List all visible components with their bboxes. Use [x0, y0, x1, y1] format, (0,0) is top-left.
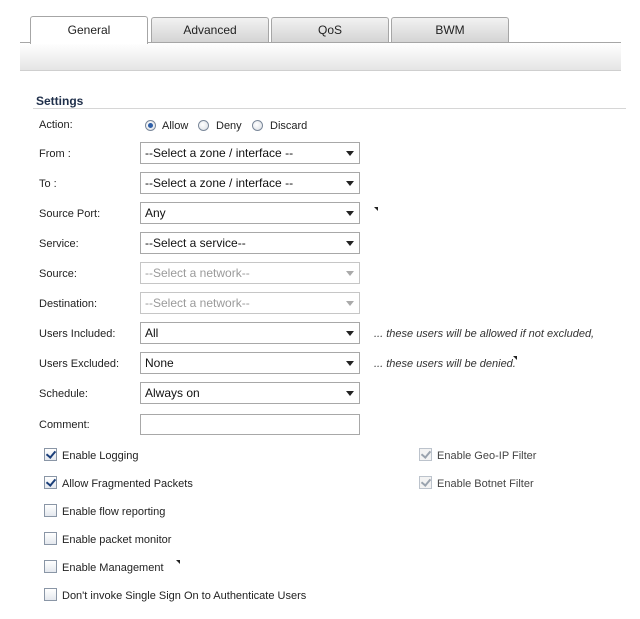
users-included-value: All: [145, 326, 159, 340]
packet-monitor-checkbox[interactable]: [44, 532, 57, 545]
users-excluded-hint: ... these users will be denied.: [374, 358, 516, 370]
corner-marker-icon: [176, 560, 180, 564]
allow-fragmented-label: Allow Fragmented Packets: [62, 478, 193, 490]
schedule-value: Always on: [145, 386, 200, 400]
users-excluded-value: None: [145, 356, 174, 370]
chevron-down-icon: [346, 181, 354, 186]
chevron-down-icon: [346, 151, 354, 156]
geo-ip-filter-checkbox: [419, 448, 432, 461]
destination-label: Destination:: [39, 298, 98, 310]
users-excluded-label: Users Excluded:: [39, 358, 120, 370]
packet-monitor-label: Enable packet monitor: [62, 534, 172, 546]
enable-management-checkbox[interactable]: [44, 560, 57, 573]
comment-label: Comment:: [39, 419, 90, 431]
schedule-select[interactable]: [140, 382, 360, 404]
users-excluded-select[interactable]: [140, 352, 360, 374]
comment-input[interactable]: [140, 414, 360, 435]
from-zone-value: --Select a zone / interface --: [145, 146, 294, 160]
corner-marker-icon: [374, 207, 378, 211]
enable-logging-label: Enable Logging: [62, 450, 139, 462]
action-allow-label: Allow: [162, 120, 189, 132]
source-port-value: Any: [145, 206, 166, 220]
tab-qos[interactable]: QoS: [271, 17, 389, 42]
source-network-select: [140, 262, 360, 284]
source-port-select[interactable]: [140, 202, 360, 224]
section-divider: [33, 108, 626, 109]
enable-logging-checkbox[interactable]: [44, 448, 57, 461]
tab-general[interactable]: General: [30, 16, 148, 44]
action-label: Action:: [39, 119, 73, 131]
action-discard-label: Discard: [270, 120, 308, 132]
no-sso-checkbox[interactable]: [44, 588, 57, 601]
flow-reporting-label: Enable flow reporting: [62, 506, 166, 518]
service-select[interactable]: [140, 232, 360, 254]
corner-marker-icon: [513, 356, 517, 360]
action-discard-radio[interactable]: [252, 120, 263, 131]
to-zone-value: --Select a zone / interface --: [145, 176, 294, 190]
botnet-filter-label: Enable Botnet Filter: [437, 478, 534, 490]
tab-bwm[interactable]: BWM: [391, 17, 509, 42]
geo-ip-filter-label: Enable Geo-IP Filter: [437, 450, 537, 462]
destination-network-value: --Select a network--: [145, 296, 250, 310]
to-label: To :: [39, 178, 57, 190]
tab-advanced[interactable]: Advanced: [151, 17, 269, 42]
chevron-down-icon: [346, 331, 354, 336]
action-allow-radio[interactable]: [145, 120, 156, 131]
chevron-down-icon: [346, 391, 354, 396]
chevron-down-icon: [346, 271, 354, 276]
source-label: Source:: [39, 268, 77, 280]
no-sso-label: Don't invoke Single Sign On to Authenticate Users: [62, 590, 307, 602]
tab-sub-band: [20, 43, 621, 71]
users-included-hint: ... these users will be allowed if not excluded,: [374, 328, 595, 340]
action-deny-label: Deny: [216, 120, 242, 132]
users-included-label: Users Included:: [39, 328, 116, 340]
service-value: --Select a service--: [145, 236, 246, 250]
settings-section-title: Settings: [36, 94, 84, 108]
flow-reporting-checkbox[interactable]: [44, 504, 57, 517]
enable-management-label: Enable Management: [62, 562, 164, 574]
chevron-down-icon: [346, 301, 354, 306]
botnet-filter-checkbox: [419, 476, 432, 489]
action-deny-radio[interactable]: [198, 120, 209, 131]
users-included-select[interactable]: [140, 322, 360, 344]
source-network-value: --Select a network--: [145, 266, 250, 280]
from-label: From :: [39, 148, 71, 160]
service-label: Service:: [39, 238, 79, 250]
destination-network-select: [140, 292, 360, 314]
allow-fragmented-checkbox[interactable]: [44, 476, 57, 489]
chevron-down-icon: [346, 241, 354, 246]
schedule-label: Schedule:: [39, 388, 88, 400]
chevron-down-icon: [346, 211, 354, 216]
chevron-down-icon: [346, 361, 354, 366]
from-zone-select[interactable]: [140, 142, 360, 164]
to-zone-select[interactable]: [140, 172, 360, 194]
source-port-label: Source Port:: [39, 208, 101, 220]
